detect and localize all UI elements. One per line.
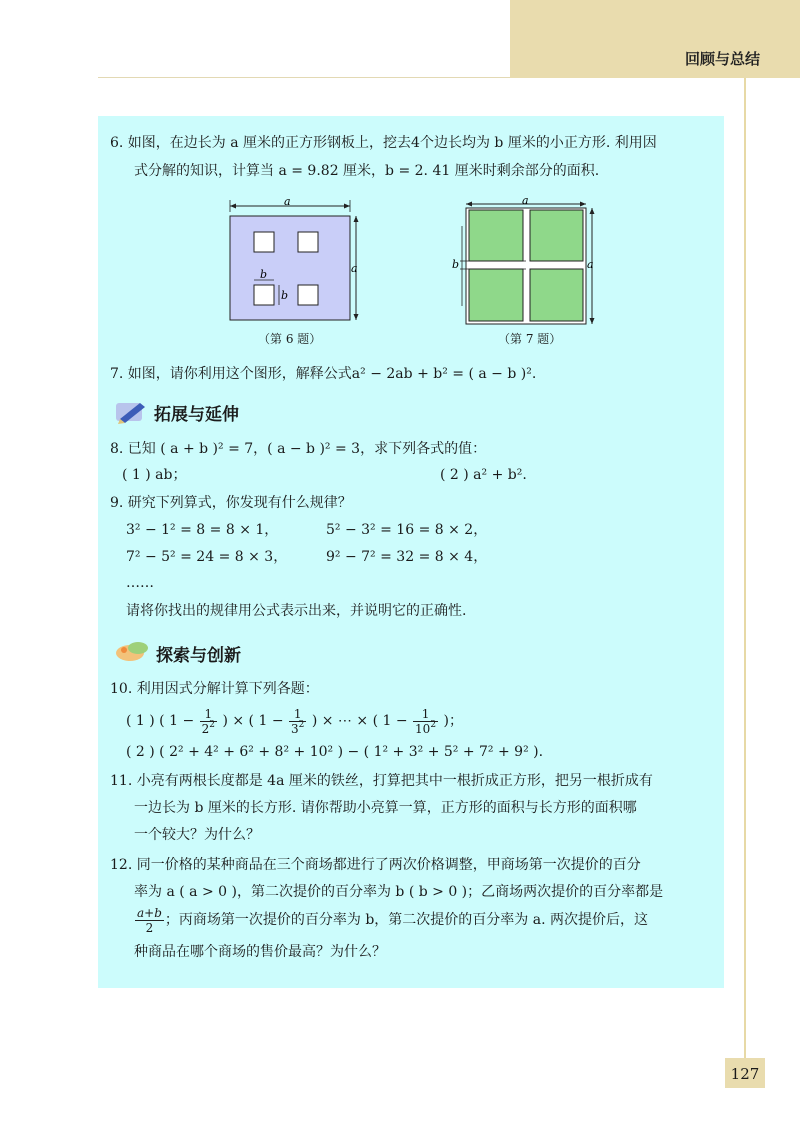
- section-extend: 拓展与延伸: [154, 405, 239, 425]
- fig7-label-a-top: a: [522, 196, 529, 207]
- pencil-icon: [114, 397, 150, 425]
- fig6-plate: [230, 216, 350, 320]
- fig7-label-b-side: b: [452, 258, 460, 271]
- explore-icon: [114, 638, 154, 664]
- p12-line2: 率为 a ( a > 0 )，第二次提价的百分率为 b ( b > 0 )；乙商场两次提价的百分率都是: [134, 884, 664, 900]
- fig6-caption: （第 6 题）: [258, 332, 322, 346]
- fig6-label-a-top: a: [284, 196, 291, 208]
- fig7-square-3: [469, 269, 523, 321]
- section-explore: 探索与创新: [156, 646, 241, 666]
- p8-part1: ( 1 ) ab；: [122, 467, 187, 483]
- page-number-box: [725, 1058, 765, 1088]
- header-rule: [98, 77, 510, 78]
- p8-stem: 8. 已知 ( a + b )² = 7，( a − b )² = 3，求下列各式的值：: [110, 441, 487, 457]
- p10-part1-c: ) × ⋯ × ( 1 −: [311, 713, 408, 729]
- p12-frac: $\frac{a+b}{2}$: [137, 905, 162, 935]
- page-number: 127: [730, 1065, 760, 1083]
- p12-line4: 种商品在哪个商场的售价最高？为什么？: [134, 944, 386, 960]
- p12-line3-wrap: [134, 904, 648, 936]
- p6-line1: 6. 如图，在边长为 a 厘米的正方形钢板上，挖去4个边长均为 b 厘米的小正方形. 利用因: [110, 135, 657, 151]
- p7-text: 7. 如图，请你利用这个图形，解释公式a² − 2ab + b² = ( a − b )².: [110, 366, 537, 382]
- p6-line2: 式分解的知识，计算当 a = 9.82 厘米，b = 2. 41 厘米时剩余部分的面积.: [134, 163, 600, 179]
- fig7-label-a-side: a: [587, 258, 594, 271]
- p10-part1-a: ( 1 ) ( 1 −: [126, 713, 195, 729]
- p8-part2: ( 2 ) a² + b².: [440, 467, 527, 483]
- fig7-square-2: [530, 210, 583, 261]
- fig7-square-1: [469, 210, 523, 261]
- p9-eq4: 9² − 7² = 32 = 8 × 4，: [326, 549, 488, 565]
- p9-ask: 请将你找出的规律用公式表示出来，并说明它的正确性.: [126, 603, 467, 619]
- p10-part1-d: )；: [443, 713, 463, 729]
- fig6-arrow-right: [344, 204, 350, 209]
- figure-6: [224, 196, 364, 346]
- header-title: 回顾与总结: [684, 50, 760, 68]
- p11-line2: 一边长为 b 厘米的长方形. 请你帮助小亮算一算，正方形的面积与长方形的面积哪: [134, 800, 637, 816]
- fig7-caption: （第 7 题）: [498, 332, 562, 346]
- p11-line3: 一个较大？为什么？: [134, 827, 260, 843]
- fig6-hole-3: [254, 285, 274, 305]
- p10-frac-3: $\frac{1}{10^2}$: [415, 706, 437, 736]
- p9-eq2: 5² − 3² = 16 = 8 × 2，: [326, 522, 488, 538]
- p11-line1: 11. 小亮有两根长度都是 4a 厘米的铁丝，打算把其中一根折成正方形，把另一根折成有: [110, 773, 653, 789]
- fig6-label-b-top: b: [260, 268, 268, 281]
- p10-stem: 10. 利用因式分解计算下列各题：: [110, 681, 319, 697]
- p10-frac-1: $\frac{1}{2^2}$: [201, 706, 216, 736]
- p9-eq1: 3² − 1² = 8 = 8 × 1，: [126, 522, 279, 538]
- p9-stem: 9. 研究下列算式，你发现有什么规律？: [110, 495, 352, 511]
- fig6-hole-4: [298, 285, 318, 305]
- p10-part2: ( 2 ) ( 2² + 4² + 6² + 8² + 10² ) − ( 1² + 3² + 5² + 7² + 9² ).: [126, 744, 544, 760]
- p12-line3: ；丙商场第一次提价的百分率为 b，第二次提价的百分率为 a. 两次提价后，这: [164, 912, 648, 928]
- figure-7: [450, 196, 600, 346]
- fig6-arrow-left: [230, 204, 236, 209]
- p10-part1: [126, 705, 463, 737]
- fig6-hole-2: [298, 232, 318, 252]
- p10-frac-2: $\frac{1}{3^2}$: [291, 706, 305, 736]
- side-rule: [744, 78, 746, 1058]
- p12-line1: 12. 同一价格的某种商品在三个商场都进行了两次价格调整，甲商场第一次提价的百分: [110, 857, 641, 873]
- p9-eq3: 7² − 5² = 24 = 8 × 3，: [126, 549, 288, 565]
- fig6-label-a-side: a: [351, 262, 358, 275]
- fig6-hole-1: [254, 232, 274, 252]
- p9-ellipsis: ……: [126, 575, 154, 591]
- fig6-label-b-side: b: [281, 289, 289, 302]
- fig7-square-4: [530, 269, 583, 321]
- p10-part1-b: ) × ( 1 −: [222, 713, 284, 729]
